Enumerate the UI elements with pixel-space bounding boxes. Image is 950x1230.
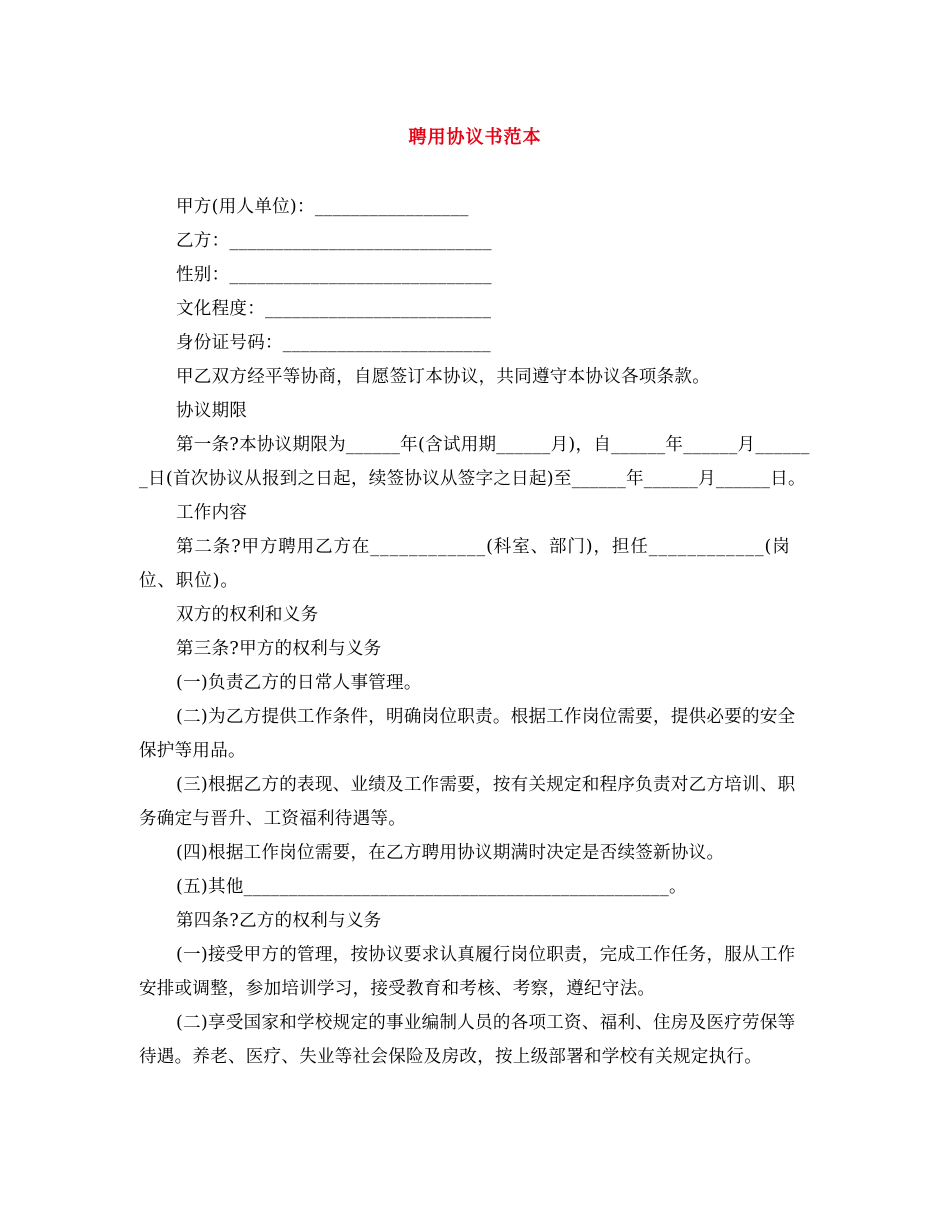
article-1-paragraph: 第一条?本协议期限为______年(含试用期______月)，自______年______月_______日(首次协议从报到之日起，续签协议从签字之日起)至______年______月______日。 (139, 435, 810, 489)
article-2-paragraph: 第二条?甲方聘用乙方在____________(科室、部门)，担任____________(岗位、职位)。 (139, 537, 791, 591)
preamble-paragraph: 甲乙双方经平等协商，自愿签订本协议，共同遵守本协议各项条款。 (176, 367, 710, 387)
article-3-heading: 第三条?甲方的权利与义务 (176, 639, 382, 659)
article-4-item-1: (一)接受甲方的管理，按协议要求认真履行岗位职责，完成工作任务，服从工作安排或调整，参加培训学习，接受教育和考核、考察，遵纪守法。 (139, 945, 796, 999)
article-3-item-3: (三)根据乙方的表现、业绩及工作需要，按有关规定和程序负责对乙方培训、职务确定与晋升、工资福利待遇等。 (139, 775, 796, 829)
party-a-field: 甲方(用人单位)：_________________ (176, 197, 469, 217)
document-body (139, 190, 813, 1074)
article-3-item-4: (四)根据工作岗位需要，在乙方聘用协议期满时决定是否续签新协议。 (176, 843, 725, 863)
section-heading-rights: 双方的权利和义务 (176, 605, 319, 625)
article-4-item-2: (二)享受国家和学校规定的事业编制人员的各项工资、福利、住房及医疗劳保等待遇。养老、医疗、失业等社会保险及房改，按上级部署和学校有关规定执行。 (139, 1013, 796, 1067)
article-3-item-5: (五)其他_______________________________________________。 (176, 877, 687, 897)
id-number-field: 身份证号码：_______________________ (176, 333, 491, 353)
education-field: 文化程度：_________________________ (176, 299, 492, 319)
article-3-item-1: (一)负责乙方的日常人事管理。 (176, 673, 422, 693)
section-heading-work: 工作内容 (176, 503, 248, 523)
party-b-field: 乙方：_____________________________ (176, 231, 492, 251)
gender-field: 性别：_____________________________ (176, 265, 492, 285)
document-title: 聘用协议书范本 (408, 127, 542, 148)
article-3-item-2: (二)为乙方提供工作条件，明确岗位职责。根据工作岗位需要，提供必要的安全保护等用品。 (139, 707, 796, 761)
article-4-heading: 第四条?乙方的权利与义务 (176, 911, 382, 931)
section-heading-term: 协议期限 (176, 401, 248, 421)
